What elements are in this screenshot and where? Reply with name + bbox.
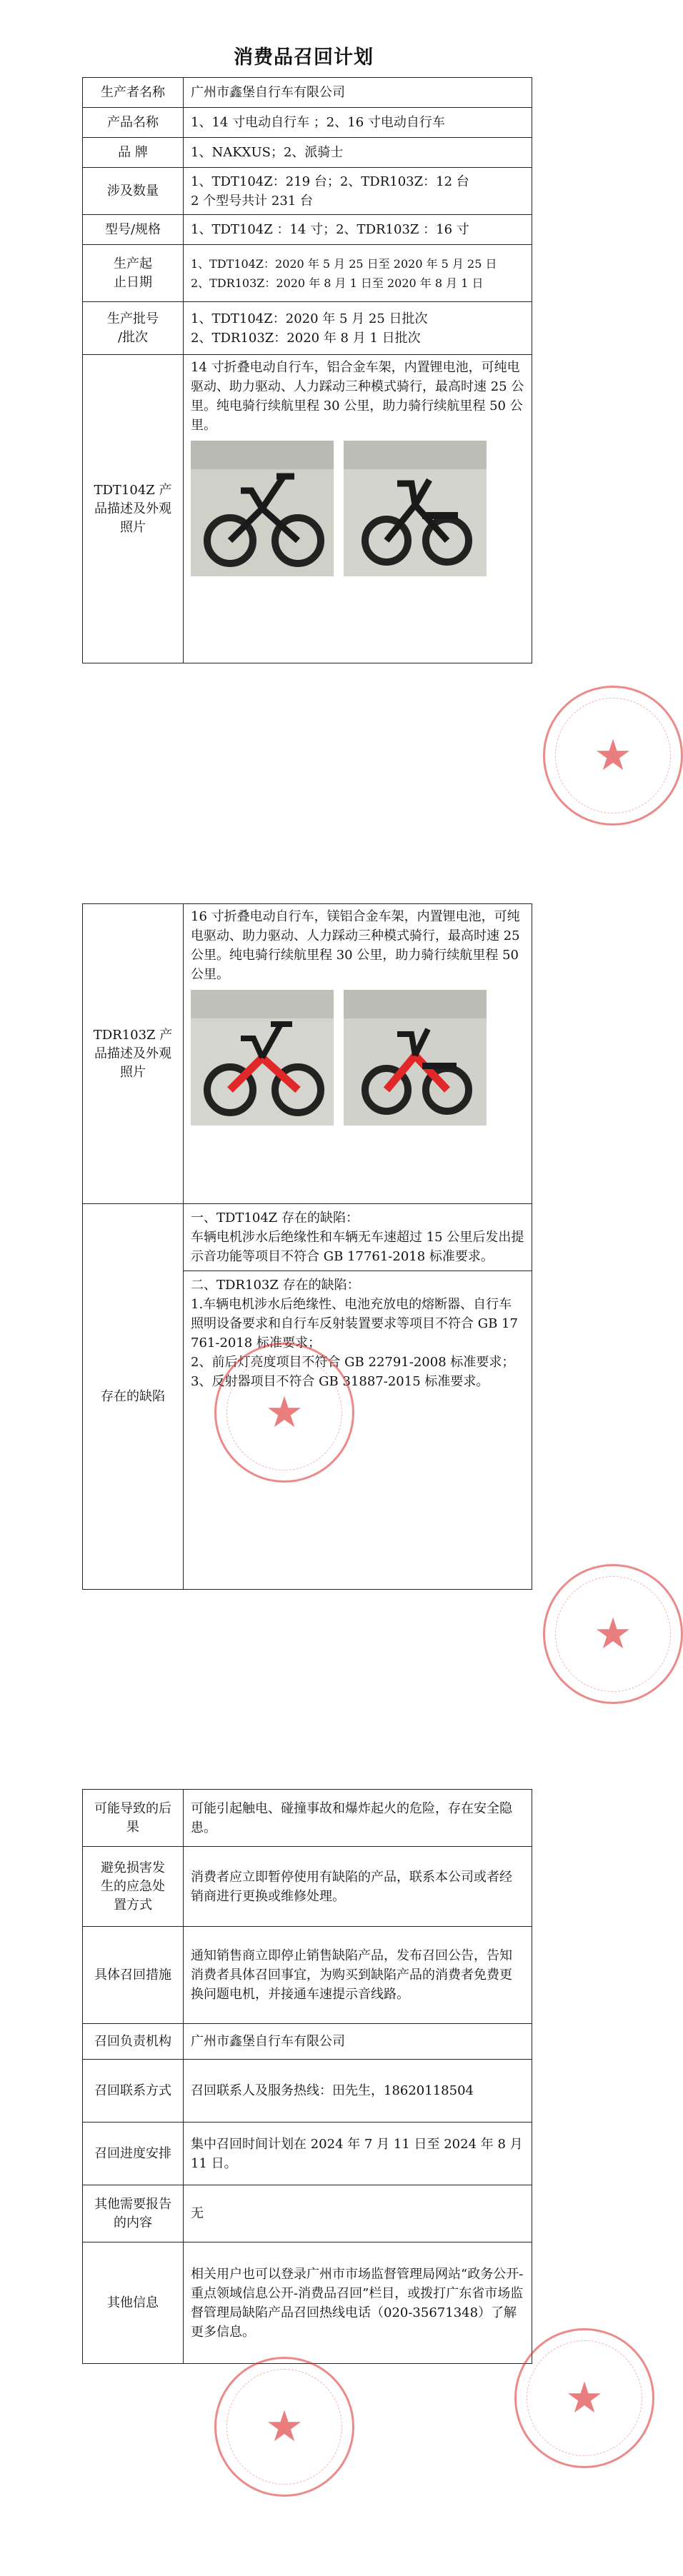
product-name-value: 1、14 寸电动自行车 ；2、16 寸电动自行车 (184, 108, 532, 138)
defect-b-title: 二、TDR103Z 存在的缺陷： (191, 1278, 360, 1293)
responsible-value: 广州市鑫堡自行车有限公司 (184, 2024, 532, 2060)
model-value: 1、TDT104Z ：14 寸；2、TDR103Z ：16 寸 (184, 215, 532, 245)
product-a-cell (184, 355, 532, 663)
defect-b-item-2: 2、前后灯亮度项目不符合 GB 22791-2008 标准要求； (191, 1355, 515, 1370)
other-report-label-2: 的内容 (114, 2215, 152, 2230)
product-b-cell (184, 904, 532, 1204)
batch-line-2: 2、TDR103Z：2020 年 8 月 1 日批次 (191, 330, 421, 346)
defect-b-item-3: 3、反射器项目不符合 GB 31887-2015 标准要求。 (191, 1374, 489, 1389)
company-seal-3 (543, 1564, 683, 1704)
bike-photo-a2 (344, 441, 487, 576)
producer-label: 生产者名称 (83, 78, 184, 108)
other-report-value: 无 (184, 2185, 532, 2242)
recall-table-page3 (82, 1789, 532, 2364)
quantity-line-1: 1、TDT104Z：219 台；2、TDR103Z：12 台 (191, 174, 469, 189)
production-date-line-2: 2、TDR103Z：2020 年 8 月 1 日至 2020 年 8 月 1 日 (191, 276, 484, 290)
emergency-label-3: 置方式 (114, 1897, 152, 1913)
batch-line-1: 1、TDT104Z：2020 年 5 月 25 日批次 (191, 311, 428, 326)
page-title: 消费品召回计划 (234, 46, 374, 69)
product-b-description: 16 寸折叠电动自行车，镁铝合金车架，内置锂电池，可纯电驱动、助力驱动、人力踩动三种模式骑行，最高时速 25 公里。纯电骑行续航里程 30 公里，助力骑行续航里程 50 公里。 (191, 909, 520, 982)
producer-value: 广州市鑫堡自行车有限公司 (184, 78, 532, 108)
defects-label: 存在的缺陷 (83, 1204, 184, 1590)
batch-label-2: /批次 (117, 329, 149, 345)
measures-label: 具体召回措施 (83, 1927, 184, 2024)
recall-table-page1 (82, 77, 532, 663)
consequence-value: 可能引起触电、碰撞事故和爆炸起火的危险，存在安全隐患。 (184, 1790, 532, 1847)
brand-label: 品 牌 (83, 138, 184, 168)
emergency-value: 消费者应立即暂停使用有缺陷的产品，联系本公司或者经销商进行更换或维修处理。 (184, 1847, 532, 1927)
product-b-label-3: 照片 (120, 1064, 146, 1080)
contact-value: 召回联系人及服务热线：田先生，18620118504 (184, 2060, 532, 2123)
product-a-label-1: TDT104Z 产 (94, 482, 172, 498)
product-a-label-2: 品描述及外观 (94, 501, 171, 516)
company-seal-1 (543, 686, 683, 826)
seal-star-icon: ★ (594, 731, 632, 781)
responsible-label: 召回负责机构 (83, 2024, 184, 2060)
product-a-label-3: 照片 (120, 519, 146, 535)
defect-a-text: 车辆电机涉水后绝缘性和车辆无车速超过 15 公里后发出提示音功能等项目不符合 GB 17761-2018 标准要求。 (191, 1230, 524, 1264)
product-a-photos (191, 441, 524, 576)
consequence-label (83, 1790, 184, 1847)
bike-photo-a1 (191, 441, 334, 576)
other-info-value: 相关用户也可以登录广州市市场监督管理局网站“政务公开-重点领域信息公开-消费品召回”栏目，或拨打广东省市场监督管理局缺陷产品召回热线电话（020-35671348）了解更多信息。 (184, 2242, 532, 2364)
bike-photo-b1 (191, 990, 334, 1126)
quantity-value (184, 168, 532, 215)
bike-photo-b2 (344, 990, 487, 1126)
other-report-label-1: 其他需要报告 (94, 2196, 171, 2212)
consequence-label-1: 可能导致的后 (94, 1800, 171, 1816)
production-date-line-1: 1、TDT104Z：2020 年 5 月 25 日至 2020 年 5 月 25 日 (191, 256, 497, 271)
quantity-label: 涉及数量 (83, 168, 184, 215)
product-a-description: 14 寸折叠电动自行车，铝合金车架，内置锂电池，可纯电驱动、助力驱动、人力踩动三种模式骑行，最高时速 25 公里。纯电骑行续航里程 30 公里，助力骑行续航里程 50 公里。 (191, 360, 524, 433)
schedule-value: 集中召回时间计划在 2024 年 7 月 11 日至 2024 年 8 月 11 日。 (184, 2123, 532, 2185)
other-report-label (83, 2185, 184, 2242)
seal-star-icon: ★ (265, 1388, 304, 1438)
other-info-label: 其他信息 (83, 2242, 184, 2364)
product-b-photos (191, 990, 524, 1126)
defect-b-item-1: 1.车辆电机涉水后绝缘性、电池充放电的熔断器、自行车照明设备要求和自行车反射装置要求等项目不符合 GB 17761-2018 标准要求； (191, 1297, 518, 1350)
emergency-label-2: 生的应急处 (101, 1878, 165, 1894)
production-date-label-1: 生产起 (114, 256, 152, 271)
production-date-label-2: 止日期 (114, 274, 152, 290)
batch-label (83, 302, 184, 355)
product-b-label-1: TDR103Z 产 (93, 1027, 173, 1043)
measures-value: 通知销售商立即停止销售缺陷产品，发布召回公告，告知消费者具体召回事宜，为购买到缺陷产品的消费者免费更换问题电机，并接通车速提示音线路。 (184, 1927, 532, 2024)
seal-star-icon: ★ (594, 1609, 632, 1659)
seal-star-icon: ★ (265, 2402, 304, 2452)
company-seal-5 (514, 2328, 654, 2468)
seal-star-icon: ★ (565, 2373, 604, 2423)
schedule-label: 召回进度安排 (83, 2123, 184, 2185)
company-seal-4 (214, 2357, 354, 2497)
emergency-label (83, 1847, 184, 1927)
product-name-label: 产品名称 (83, 108, 184, 138)
product-a-label (83, 355, 184, 663)
production-date-label (83, 245, 184, 302)
recall-table-page2 (82, 903, 532, 1590)
batch-label-1: 生产批号 (107, 311, 159, 326)
production-date-value (184, 245, 532, 302)
defect-a-title: 一、TDT104Z 存在的缺陷： (191, 1211, 359, 1226)
consequence-label-2: 果 (126, 1819, 139, 1835)
emergency-label-1: 避免损害发 (101, 1860, 165, 1875)
brand-value: 1、NAKXUS；2、派骑士 (184, 138, 532, 168)
product-b-label (83, 904, 184, 1204)
product-b-label-2: 品描述及外观 (94, 1046, 171, 1061)
quantity-line-2: 2 个型号共计 231 台 (191, 193, 313, 209)
model-label: 型号/规格 (83, 215, 184, 245)
batch-value (184, 302, 532, 355)
contact-label: 召回联系方式 (83, 2060, 184, 2123)
company-seal-2 (214, 1343, 354, 1483)
